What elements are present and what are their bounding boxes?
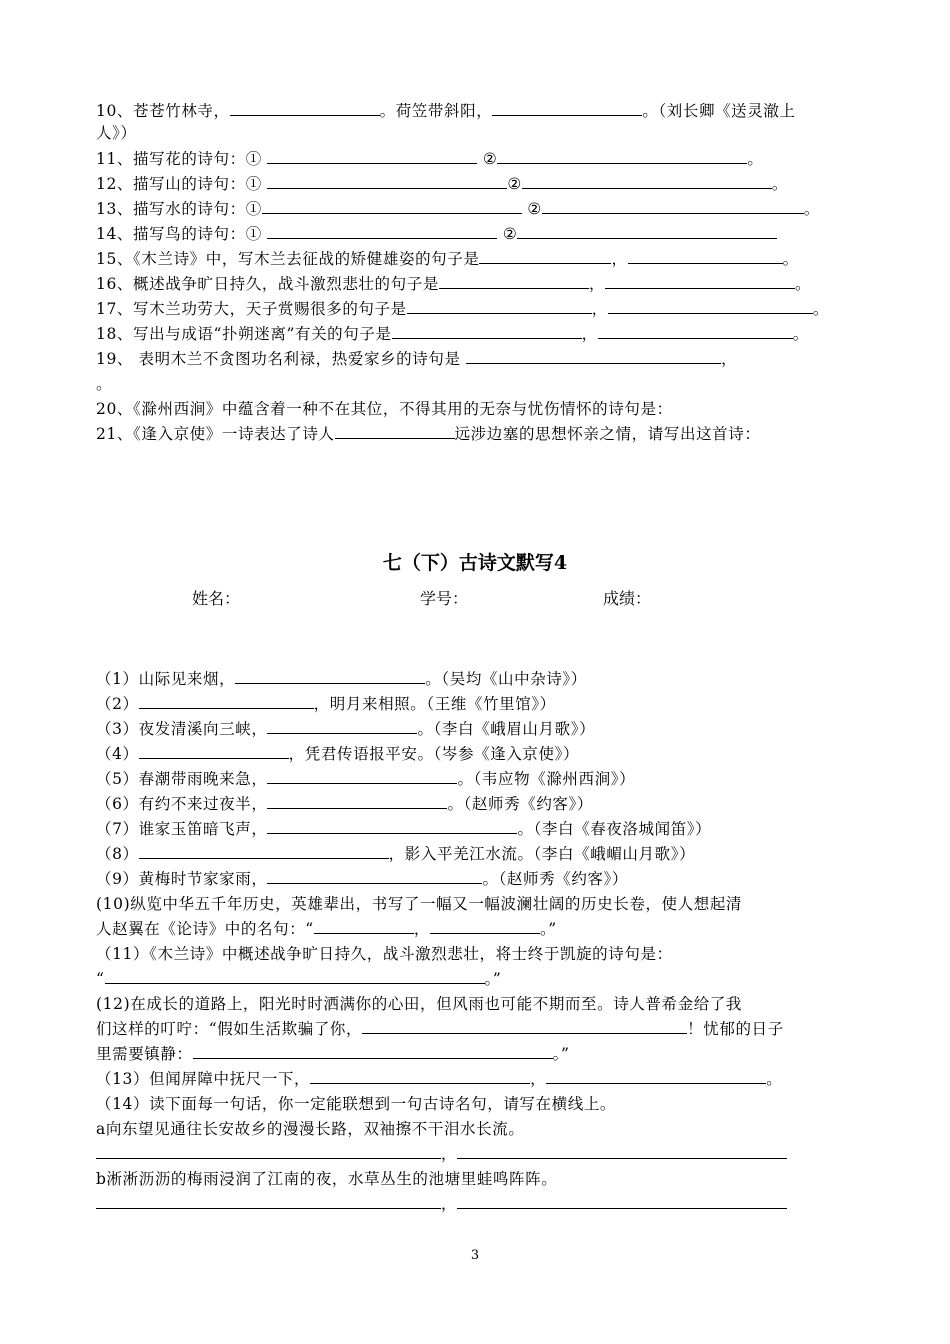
line-text: 。: [766, 1070, 783, 1088]
answer-blank[interactable]: [479, 248, 611, 264]
answer-blank[interactable]: [628, 248, 783, 264]
part1-line-9: [96, 323, 809, 345]
line-text: ②: [507, 175, 522, 193]
part2-line-3: [96, 743, 579, 765]
section-title: 七（下）古诗文默写4: [382, 552, 568, 574]
part2-line-6: [96, 818, 711, 840]
line-text: ，: [441, 1195, 458, 1213]
answer-blank[interactable]: [230, 100, 380, 116]
line-text: 里需要镇静：: [96, 1045, 193, 1063]
line-text: 。: [96, 375, 113, 393]
line-text: a向东望见通往长安故乡的漫漫长路，双袖擦不干泪水长流。: [96, 1120, 525, 1138]
line-text: (12)在成长的道路上，阳光时时洒满你的心田，但风雨也可能不期而至。诗人普希金给了我: [96, 995, 743, 1013]
line-text: 。”: [539, 920, 557, 938]
part2-line-14: [96, 1018, 784, 1040]
line-text: 17、写木兰功劳大，天子赏赐很多的句子是: [96, 300, 407, 318]
line-text: 。（李白《春夜洛城闻笛》）: [517, 820, 712, 838]
part1-line-12: [96, 398, 673, 420]
line-text: （1）山际见来烟，: [96, 670, 236, 688]
line-text: （14）读下面每一句话，你一定能联想到一句古诗名句，请写在横线上。: [96, 1095, 617, 1113]
answer-blank[interactable]: [608, 298, 813, 314]
line-text: ！忧郁的日子: [687, 1020, 784, 1038]
line-text: “: [96, 970, 105, 988]
line-text: 10、苍苍竹林寺，: [96, 102, 230, 120]
line-text: 19、 表明木兰不贪图功名利禄，热爱家乡的诗句是: [96, 350, 467, 368]
answer-blank[interactable]: [310, 1068, 530, 1084]
line-text: ，: [611, 250, 628, 268]
line-text: 远涉边塞的思想怀亲之情，请写出这首诗：: [454, 425, 761, 443]
part2-line-16: [96, 1068, 782, 1090]
line-text: 们这样的叮咛：“假如生活欺骗了你，: [96, 1020, 363, 1038]
answer-blank[interactable]: [139, 693, 314, 709]
line-text: 。”: [484, 970, 502, 988]
page-number: 3: [470, 1248, 480, 1263]
answer-blank[interactable]: [267, 818, 517, 834]
line-text: ，明月来相照。（王维《竹里馆》）: [313, 695, 556, 713]
answer-blank[interactable]: [96, 1143, 441, 1159]
part2-line-19: [96, 1143, 787, 1165]
part2-line-7: [96, 843, 695, 865]
part2-line-20: [96, 1168, 557, 1190]
line-text: ，: [530, 1070, 547, 1088]
answer-blank[interactable]: [96, 1193, 441, 1209]
part1-line-11: [96, 373, 112, 395]
answer-blank[interactable]: [314, 918, 414, 934]
line-text: 。: [782, 250, 799, 268]
line-text: ，影入平羌江水流。（李白《峨嵋山月歌》）: [388, 845, 696, 863]
line-text: 。荷笠带斜阳，: [379, 102, 493, 120]
part2-line-2: [96, 718, 595, 740]
line-text: 14、描写鸟的诗句：①: [96, 225, 268, 243]
line-text: ，: [441, 1145, 458, 1163]
answer-blank[interactable]: [235, 668, 425, 684]
line-text: 15、《木兰诗》中，写木兰去征战的矫健雄姿的句子是: [96, 250, 480, 268]
answer-blank[interactable]: [522, 173, 772, 189]
line-text: 。: [771, 175, 788, 193]
line-text: （6）有约不来过夜半，: [96, 795, 268, 813]
line-text: 。（李白《峨眉山月歌》）: [417, 720, 596, 738]
line-text: ，凭君传语报平安。（岑参《逢入京使》）: [288, 745, 580, 763]
part2-line-11: [96, 943, 673, 965]
line-text: （4）: [96, 745, 139, 763]
line-text: ，: [413, 920, 430, 938]
part2-line-12: [96, 968, 501, 990]
answer-blank[interactable]: [267, 148, 477, 164]
answer-blank[interactable]: [139, 843, 389, 859]
answer-blank[interactable]: [605, 273, 795, 289]
part1-line-6: [96, 248, 799, 270]
answer-blank[interactable]: [267, 868, 482, 884]
answer-blank[interactable]: [335, 423, 455, 439]
line-text: 。（刘长卿《送灵澈上: [642, 102, 796, 120]
part1-line-2: [96, 148, 764, 170]
line-text: 。: [803, 200, 820, 218]
score-label: 成绩：: [603, 589, 652, 608]
answer-blank[interactable]: [497, 148, 747, 164]
line-text: ②: [521, 200, 542, 218]
part1-line-0: [96, 100, 796, 122]
answer-blank[interactable]: [457, 1143, 787, 1159]
part2-line-21: [96, 1193, 787, 1215]
line-text: 18、写出与成语“扑朔迷离”有关的句子是: [96, 325, 392, 343]
part2-line-18: [96, 1118, 524, 1140]
line-text: 。: [795, 275, 812, 293]
part2-line-1: [96, 693, 556, 715]
line-text: （2）: [96, 695, 139, 713]
line-text: ，: [588, 275, 606, 293]
line-text: （5）春潮带雨晚来急，: [96, 770, 268, 788]
line-text: 人赵翼在《论诗》中的名句：“: [96, 920, 314, 938]
line-text: 。: [812, 300, 829, 318]
part2-line-17: [96, 1093, 616, 1115]
part1-line-13: [96, 423, 760, 445]
line-text: (10)纵览中华五千年历史，英雄辈出，书写了一幅又一幅波澜壮阔的历史长卷，使人想起清: [96, 895, 743, 913]
answer-blank[interactable]: [492, 100, 642, 116]
answer-blank[interactable]: [105, 968, 485, 984]
answer-blank[interactable]: [466, 348, 721, 364]
line-text: ，: [591, 300, 608, 318]
part1-line-3: [96, 173, 788, 195]
line-text: 人》）: [96, 124, 137, 142]
part2-line-4: [96, 768, 635, 790]
line-text: （7）谁家玉笛暗飞声，: [96, 820, 268, 838]
answer-blank[interactable]: [267, 223, 497, 239]
line-text: 11、描写花的诗句：①: [96, 150, 268, 168]
part1-line-8: [96, 298, 829, 320]
line-text: 。: [792, 325, 809, 343]
line-text: 。（吴均《山中杂诗》）: [425, 670, 587, 688]
line-text: 16、概述战争旷日持久，战斗激烈悲壮的句子是: [96, 275, 439, 293]
answer-blank[interactable]: [517, 223, 777, 239]
answer-blank[interactable]: [267, 173, 507, 189]
part1-line-4: [96, 198, 820, 220]
answer-blank[interactable]: [430, 918, 540, 934]
line-text: （9）黄梅时节家家雨，: [96, 870, 268, 888]
answer-blank[interactable]: [362, 1018, 687, 1034]
answer-blank[interactable]: [392, 323, 582, 339]
line-text: （8）: [96, 845, 139, 863]
answer-blank[interactable]: [457, 1193, 787, 1209]
line-text: （11）《木兰诗》中概述战争旷日持久，战斗激烈悲壮，将士终于凯旋的诗句是：: [96, 945, 673, 963]
part1-line-1: [96, 122, 137, 144]
line-text: ②: [497, 225, 518, 243]
answer-blank[interactable]: [267, 768, 457, 784]
line-text: 。: [747, 150, 764, 168]
part2-line-15: [96, 1043, 569, 1065]
line-text: （3）夜发清溪向三峡，: [96, 720, 268, 738]
answer-blank[interactable]: [267, 718, 417, 734]
line-text: ，: [721, 350, 738, 368]
line-text: ，: [581, 325, 598, 343]
line-text: 。（韦应物《滁州西涧》）: [457, 770, 636, 788]
line-text: 21、《逢入京使》一诗表达了诗人: [96, 425, 335, 443]
answer-blank[interactable]: [262, 198, 522, 214]
answer-blank[interactable]: [193, 1043, 553, 1059]
line-text: 。”: [552, 1045, 570, 1063]
line-text: （13）但闻屏障中抚尺一下，: [96, 1070, 311, 1088]
line-text: 12、描写山的诗句：①: [96, 175, 268, 193]
line-text: 。（赵师秀《约客》）: [482, 870, 628, 888]
part2-line-8: [96, 868, 628, 890]
answer-blank[interactable]: [546, 1068, 766, 1084]
answer-blank[interactable]: [439, 273, 589, 289]
answer-blank[interactable]: [407, 298, 592, 314]
part1-line-7: [96, 273, 811, 295]
part2-line-0: [96, 668, 587, 690]
name-label: 姓名：: [192, 589, 241, 608]
answer-blank[interactable]: [139, 743, 289, 759]
student-id-label: 学号：: [420, 589, 469, 608]
line-text: 20、《滁州西涧》中蕴含着一种不在其位，不得其用的无奈与忧伤情怀的诗句是：: [96, 400, 673, 418]
part1-line-5: [96, 223, 777, 245]
answer-blank[interactable]: [598, 323, 793, 339]
part2-line-10: [96, 918, 557, 940]
line-text: 13、描写水的诗句：①: [96, 200, 262, 218]
line-text: 。（赵师秀《约客》）: [447, 795, 593, 813]
line-text: ②: [477, 150, 498, 168]
answer-blank[interactable]: [542, 198, 804, 214]
part1-line-10: [96, 348, 737, 370]
part2-line-13: [96, 993, 742, 1015]
line-text: b淅淅沥沥的梅雨浸润了江南的夜，水草丛生的池塘里蛙鸣阵阵。: [96, 1170, 558, 1188]
part2-line-9: [96, 893, 742, 915]
part2-line-5: [96, 793, 593, 815]
answer-blank[interactable]: [267, 793, 447, 809]
